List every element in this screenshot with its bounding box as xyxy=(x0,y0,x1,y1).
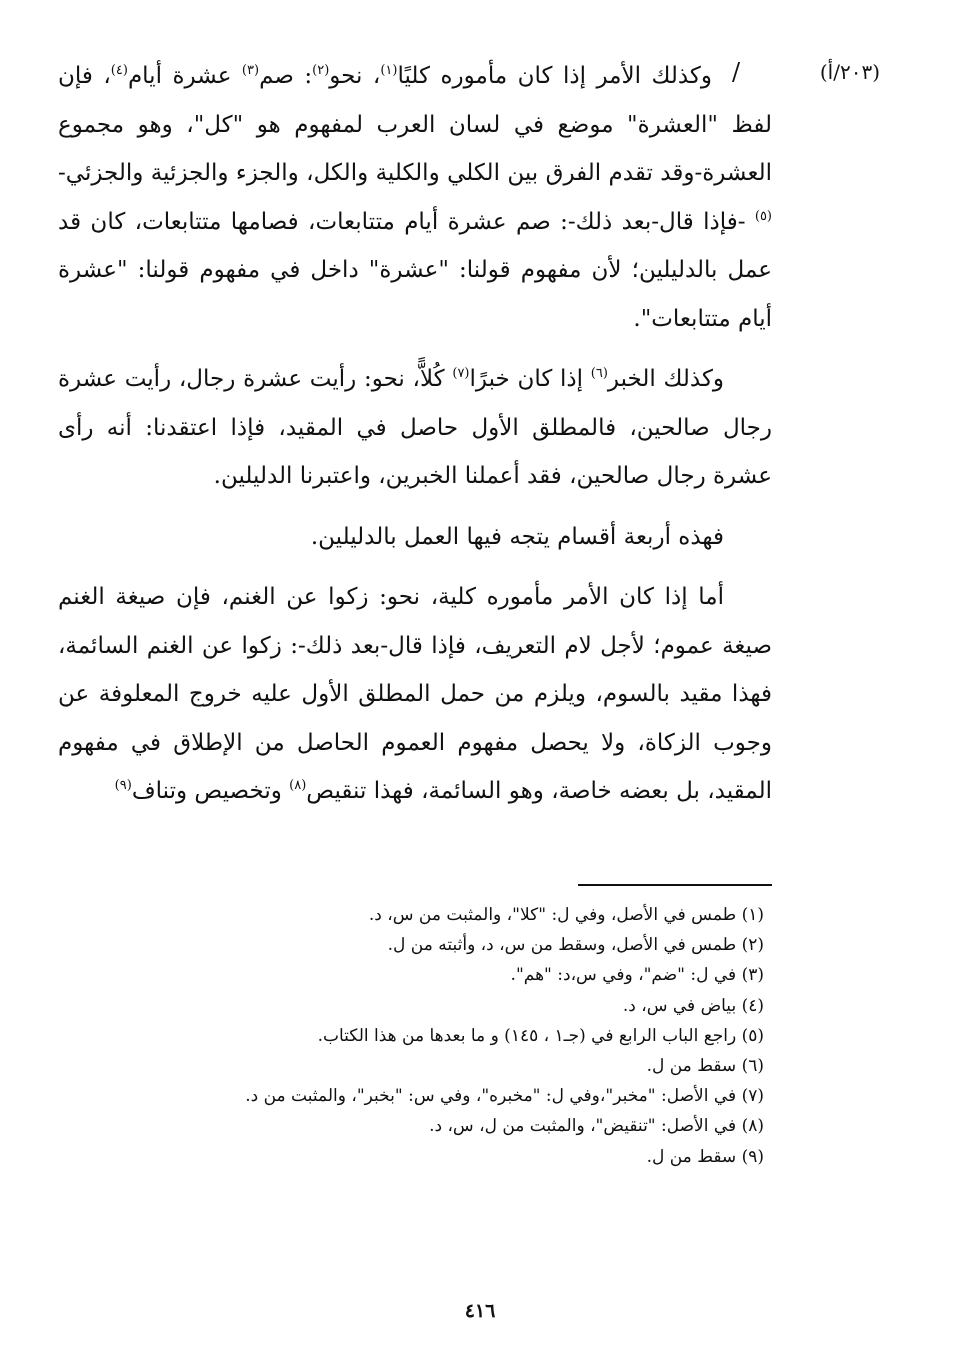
footnote-marker: (٤) xyxy=(110,63,128,78)
text-run: وكذلك الخبر xyxy=(607,366,724,392)
footnote: (٩) سقط من ل. xyxy=(646,1146,764,1167)
paragraph xyxy=(58,513,772,562)
text-run: أما إذا كان الأمر مأموره كلية، نحو: زكوا عن الغنم، فإن صيغة الغنم صيغة عموم؛ لأجل لام التعريف، فإذا قال-بعد ذلك-: زكوا عن الغنم السائمة، فهذا مقيد بالسوم، ويلزم من حمل المطلق الأول عليه خروج المعلوفة عن وجوب الزكاة، ولا يحصل مفهوم العموم الحاصل من الإطلاق في مفهوم المقيد، بل بعضه خاصة، وهو السائمة، فهذا تنقيص xyxy=(58,584,772,804)
text-run: كُلاًّ، نحو: رأيت عشرة رجال، رأيت عشرة رجال صالحين، فالمطلق الأول حاصل في المقيد، فإذا اعتقدنا: أنه رأى عشرة رجال صالحين، فقد أعملنا الخبرين، واعتبرنا الدليلين. xyxy=(58,366,772,489)
footnote-marker: (٨) xyxy=(289,778,307,793)
text-run: : صم xyxy=(259,63,313,89)
footnote-marker: (٣) xyxy=(241,63,260,78)
page-number: ٤١٦ xyxy=(464,1300,496,1322)
text-run: -فإذا قال-بعد ذلك-: صم عشرة أيام متتابعات، فصامها متتابعات، كان قد عمل بالدليلين؛ لأن مفهوم قولنا: "عشرة" داخل في مفهوم قولنا: "عشرة أيام متتابعات". xyxy=(58,208,772,332)
footnote-marker: (٦) xyxy=(590,366,608,381)
footnotes xyxy=(160,900,764,1172)
text-run: عشرة أيام xyxy=(127,63,242,89)
text-run: ، نحو xyxy=(329,63,381,89)
footnote: (٨) في الأصل: "تنقيض"، والمثبت من ل، س، د. xyxy=(429,1116,764,1137)
footnote-marker: (٢) xyxy=(312,63,330,78)
footnote-marker: (٧) xyxy=(452,366,470,381)
paragraph xyxy=(58,52,772,343)
footnote: (٣) في ل: "ضم"، وفي س،د: "هم". xyxy=(510,965,764,986)
text-run: ، فإن لفظ "العشرة" موضع في لسان العرب لمفهوم هو "كل"، وهو مجموع العشرة-وقد تقدم الفرق بين الكلي والكلية والكل، والجزء والجزئية والجزئي- xyxy=(58,63,772,186)
text-run: فهذه أربعة أقسام يتجه فيها العمل بالدليلين. xyxy=(310,523,724,550)
footnote: (٤) بياض في س، د. xyxy=(622,995,764,1016)
footnote: (٥) راجع الباب الرابع في (جـ١ ، ١٤٥) و ما بعدها من هذا الكتاب. xyxy=(317,1025,764,1046)
footnote-marker: (١) xyxy=(380,63,398,78)
footnote: (٦) سقط من ل. xyxy=(646,1056,764,1077)
footnote: (٧) في الأصل: "مخبر"،وفي ل: "مخبره"، وفي س: "بخبر"، والمثبت من د. xyxy=(245,1086,764,1107)
text-run: وتخصيص وتناف xyxy=(131,778,290,804)
folio-marker: / xyxy=(732,58,741,86)
footnote-marker: (٥) xyxy=(754,208,772,224)
footnote: (٢) طمس في الأصل، وسقط من س، د، وأثبته من ل. xyxy=(387,935,764,956)
manuscript-folio-reference: (٢٠٣/أ) xyxy=(819,60,880,84)
footnote-marker: (٩) xyxy=(114,778,132,793)
footnote: (١) طمس في الأصل، وفي ل: "كلا"، والمثبت من س، د. xyxy=(368,905,764,925)
paragraph xyxy=(58,355,772,501)
text-run: وكذلك الأمر إذا كان مأموره كليًا xyxy=(397,63,712,89)
footnote-separator xyxy=(578,884,772,886)
main-text xyxy=(58,52,772,816)
text-run: إذا كان خبرًا xyxy=(469,366,591,392)
paragraph xyxy=(58,573,772,816)
